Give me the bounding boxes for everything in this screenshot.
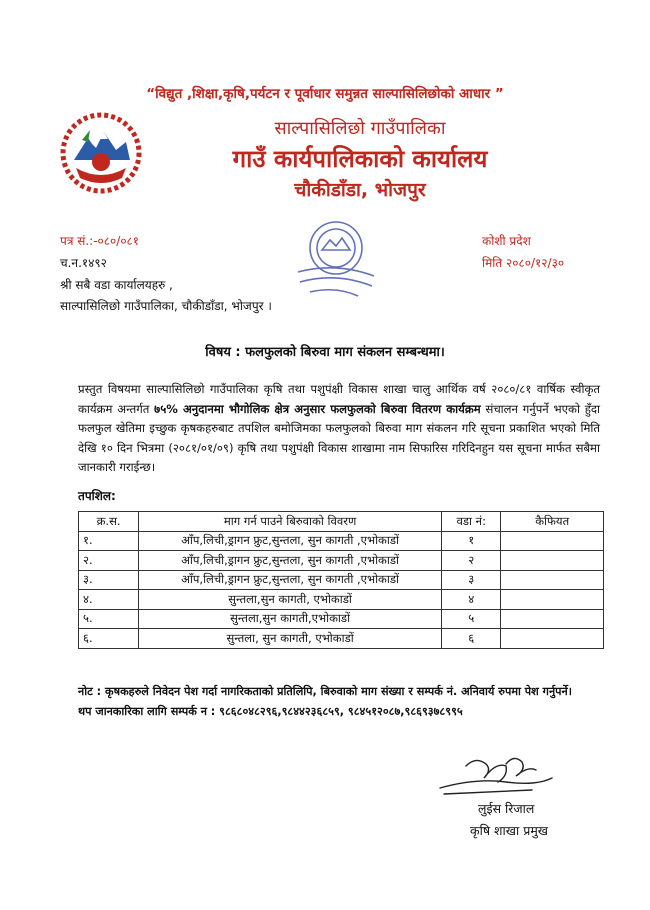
table-row (79, 609, 604, 629)
sapling-table (78, 511, 604, 649)
table-row (79, 590, 604, 610)
letter-date: मिति २०८०/१२/३० (482, 256, 565, 270)
footer-note: नोट : कृषकहरुले निवेदन पेश गर्दा नागरिकताको प्रतिलिपि, बिरुवाको माग संख्या र सम्पर्क नं. अनिवार्य रुपमा पेश गर्नुपर्ने। (78, 685, 572, 698)
row-description: सुन्तला, सुन कागती, एभोकाडों (139, 629, 442, 649)
col-sn: क्र.स. (79, 512, 139, 532)
row-description: सुन्तला,सुन कागती,एभोकाडों (139, 609, 442, 629)
table-row (79, 629, 604, 649)
signer-title: कृषि शाखा प्रमुख (470, 823, 549, 838)
table-header-row (79, 512, 604, 532)
recipient-line-1: श्री सबै वडा कार्यालयहरु , (60, 278, 173, 292)
row-ward: ४ (442, 590, 501, 610)
col-ward: वडा नं: (442, 512, 501, 532)
row-ward: ५ (442, 609, 501, 629)
office-location: चौकीडाँडा, भोजपुर (294, 179, 426, 201)
body-text-bold: ७५% अनुदानमा भौगोलिक क्षेत्र अनुसार फलफुलको बिरुवा वितरण कार्यक्रम (154, 401, 481, 416)
org-name: साल्पासिलिछो गाउँपालिका (274, 118, 446, 139)
letter-body (78, 380, 600, 478)
row-ward: १ (442, 531, 501, 551)
office-name: गाउँ कार्यपालिकाको कार्यालय (232, 145, 488, 173)
row-description: आँप,लिची,ड्रागन फ्रुट,सुन्तला, सुन कागती ,एभोकाडों (139, 531, 442, 551)
body-text-1: प्रस्तुत विषयमा साल्पासिलिछो गाउँपालिका कृषि तथा पशुपंक्षी विकास शाखा चालु आर्थिक वर्ष २०८०/८१ वार्षिक स्वीकृत कार्यक्रम अन्तर्गत (78, 382, 600, 416)
row-sn: २. (79, 551, 139, 571)
row-remark (501, 531, 604, 551)
nepal-emblem-icon (60, 112, 142, 194)
slogan: “विद्युत ,शिक्षा,कृषि,पर्यटन र पूर्वाधार समुन्नत साल्पासिलिछोको आधार ” (146, 86, 504, 102)
row-description: सुन्तला,सुन कागती, एभोकाडों (139, 590, 442, 610)
row-ward: ६ (442, 629, 501, 649)
row-remark (501, 570, 604, 590)
office-stamp-icon (286, 210, 386, 302)
row-sn: ५. (79, 609, 139, 629)
body-text-2: संचालन गर्नुपर्ने भएको हुँदा फलफुल खेतिमा इच्छुक कृषकहरुबाट तपशिल बमोजिमका फलफुलको बिरुवा माग संकलन गरि सूचना प्रकाशित भएको मिति देखि १० दिन भित्रमा (२०८१/०१/०९) कृषि तथा पशुपंक्षी विकास शाखामा नाम सिफारिस गरिदिनहुन यस सूचना मार्फत सबैमा जानकारी गराईन्छ। (78, 401, 601, 474)
table-row (79, 531, 604, 551)
row-description: आँप,लिची,ड्रागन फ्रुट,सुन्तला, सुन कागती ,एभोकाडों (139, 570, 442, 590)
dispatch-no: च.न.१४९२ (60, 256, 107, 270)
col-description: माग गर्न पाउने बिरुवाको विवरण (139, 512, 442, 532)
letter-ref-no: पत्र सं.:-०८०/०८१ (60, 234, 140, 248)
table-row (79, 570, 604, 590)
row-remark (501, 629, 604, 649)
letter-subject: विषय : फलफुलको बिरुवा माग संकलन सम्बन्धमा। (205, 345, 445, 360)
handwritten-signature-icon (436, 748, 556, 808)
recipient-line-2: साल्पासिलिछो गाउँपालिका, चौकीडाँडा, भोजपुर । (60, 299, 272, 313)
row-description: आँप,लिची,ड्रागन फ्रुट,सुन्तला, सुन कागती ,एभोकाडों (139, 551, 442, 571)
row-ward: ३ (442, 570, 501, 590)
row-remark (501, 590, 604, 610)
footer-contact: थप जानकारिका लागि सम्पर्क न : ९८६८०४८२९६,९८४४२३६८५९, ९८४५१२०८७,९८६९३७८९९५ (78, 705, 463, 718)
table-row (79, 551, 604, 571)
row-sn: १. (79, 531, 139, 551)
row-sn: ४. (79, 590, 139, 610)
row-ward: २ (442, 551, 501, 571)
row-remark (501, 609, 604, 629)
row-sn: ३. (79, 570, 139, 590)
signer-name: लुईस रिजाल (478, 801, 535, 816)
province: कोशी प्रदेश (482, 234, 531, 248)
row-remark (501, 551, 604, 571)
col-remark: कैफियत (501, 512, 604, 532)
tapasil-label: तपशिल: (78, 489, 116, 503)
row-sn: ६. (79, 629, 139, 649)
